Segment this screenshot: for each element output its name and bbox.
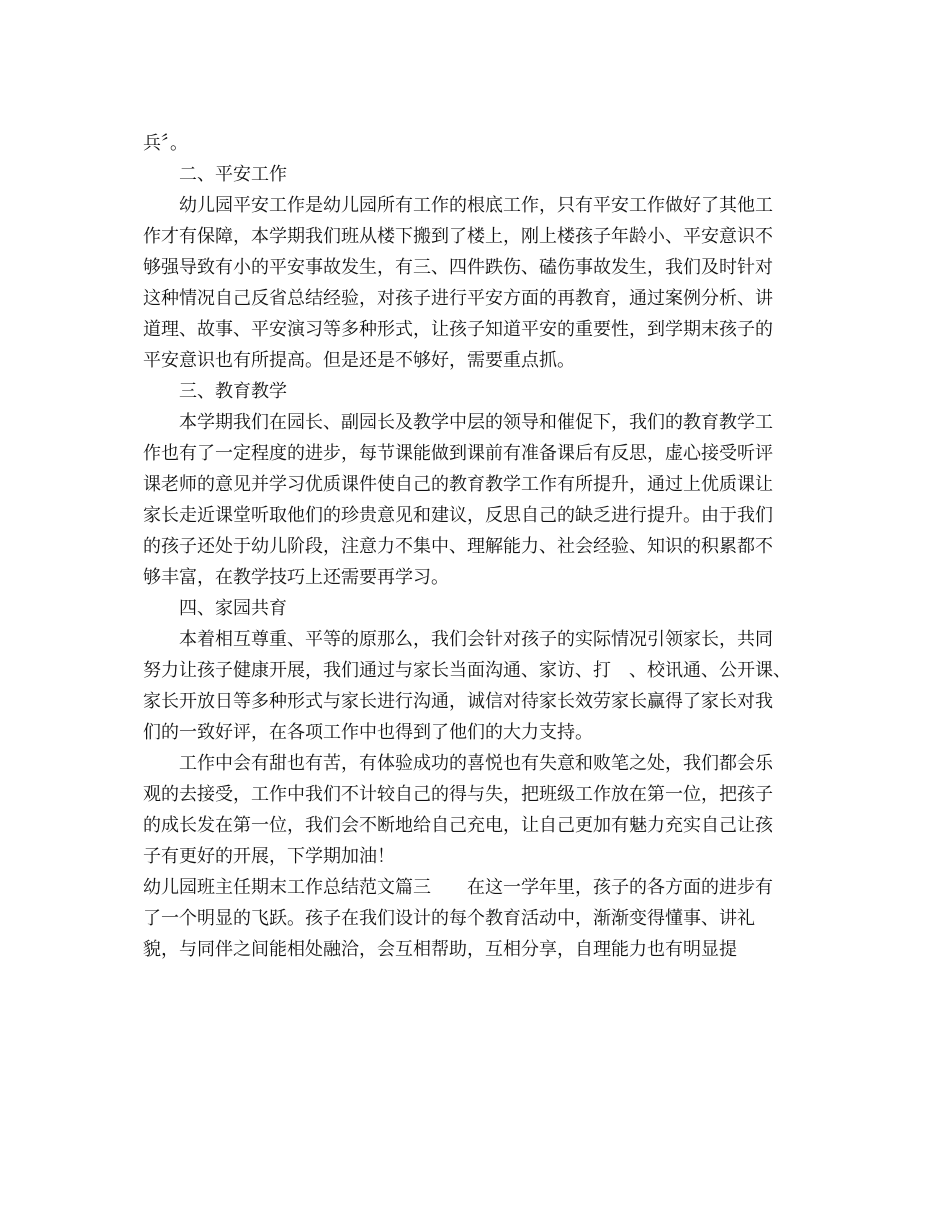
section-heading-home-school: 四、家园共育 bbox=[179, 598, 287, 619]
text-line: 幼儿园平安工作是幼儿园所有工作的根底工作，只有平安工作做好了其他工 bbox=[179, 195, 773, 216]
text-line: 本学期我们在园长、副园长及教学中层的领导和催促下，我们的教育教学工 bbox=[179, 412, 773, 433]
text-line: 子有更好的开展，下学期加油！ bbox=[143, 846, 395, 867]
text-line: 家长走近课堂听取他们的珍贵意见和建议，反思自己的缺乏进行提升。由于我们 bbox=[143, 505, 773, 526]
section-heading-teaching: 三、教育教学 bbox=[179, 381, 287, 402]
text-line: 的孩子还处于幼儿阶段，注意力不集中、理解能力、社会经验、知识的积累都不 bbox=[143, 536, 773, 557]
text-line: 课老师的意见并学习优质课件使自己的教育教学工作有所提升，通过上优质课让 bbox=[143, 474, 773, 495]
text-line: 了一个明显的飞跃。孩子在我们设计的每个教育活动中，渐渐变得懂事、讲礼 bbox=[143, 908, 755, 929]
text-line: 们的一致好评，在各项工作中也得到了他们的大力支持。 bbox=[143, 722, 593, 743]
text-line: 道理、故事、平安演习等多种形式，让孩子知道平安的重要性，到学期末孩子的 bbox=[143, 319, 773, 340]
text-line: 够丰富，在教学技巧上还需要再学习。 bbox=[143, 567, 449, 588]
text-line: 观的去接受，工作中我们不计较自己的得与失，把班级工作放在第一位，把孩子 bbox=[143, 784, 773, 805]
text-line: 兵〞。 bbox=[143, 133, 188, 154]
text-line: 这种情况自己反省总结经验，对孩子进行平安方面的再教育，通过案例分析、讲 bbox=[143, 288, 773, 309]
text-line: 作才有保障，本学期我们班从楼下搬到了楼上，刚上楼孩子年龄小、平安意识不 bbox=[143, 226, 773, 247]
article-title-line: 幼儿园班主任期末工作总结范文篇三 在这一学年里，孩子的各方面的进步有 bbox=[143, 877, 773, 898]
text-line: 平安意识也有所提高。但是还是不够好，需要重点抓。 bbox=[143, 350, 575, 371]
section-heading-safety: 二、平安工作 bbox=[179, 164, 287, 185]
text-line: 家长开放日等多种形式与家长进行沟通，诚信对待家长效劳家长赢得了家长对我 bbox=[143, 691, 773, 712]
document-body bbox=[143, 128, 803, 965]
text-line: 本着相互尊重、平等的原那么，我们会针对孩子的实际情况引领家长，共同 bbox=[179, 629, 773, 650]
text-line: 的成长发在第一位，我们会不断地给自己充电，让自己更加有魅力充实自己让孩 bbox=[143, 815, 773, 836]
text-line: 工作中会有甜也有苦，有体验成功的喜悦也有失意和败笔之处，我们都会乐 bbox=[179, 753, 773, 774]
text-line: 貌，与同伴之间能相处融洽，会互相帮助，互相分享，自理能力也有明显提 bbox=[143, 939, 737, 960]
text-line: 够强导致有小的平安事故发生，有三、四件跌伤、磕伤事故发生，我们及时针对 bbox=[143, 257, 773, 278]
text-line: 作也有了一定程度的进步，每节课能做到课前有准备课后有反思，虚心接受听评 bbox=[143, 443, 773, 464]
text-line: 努力让孩子健康开展，我们通过与家长当面沟通、家访、打 、校讯通、公开课、 bbox=[143, 660, 791, 681]
